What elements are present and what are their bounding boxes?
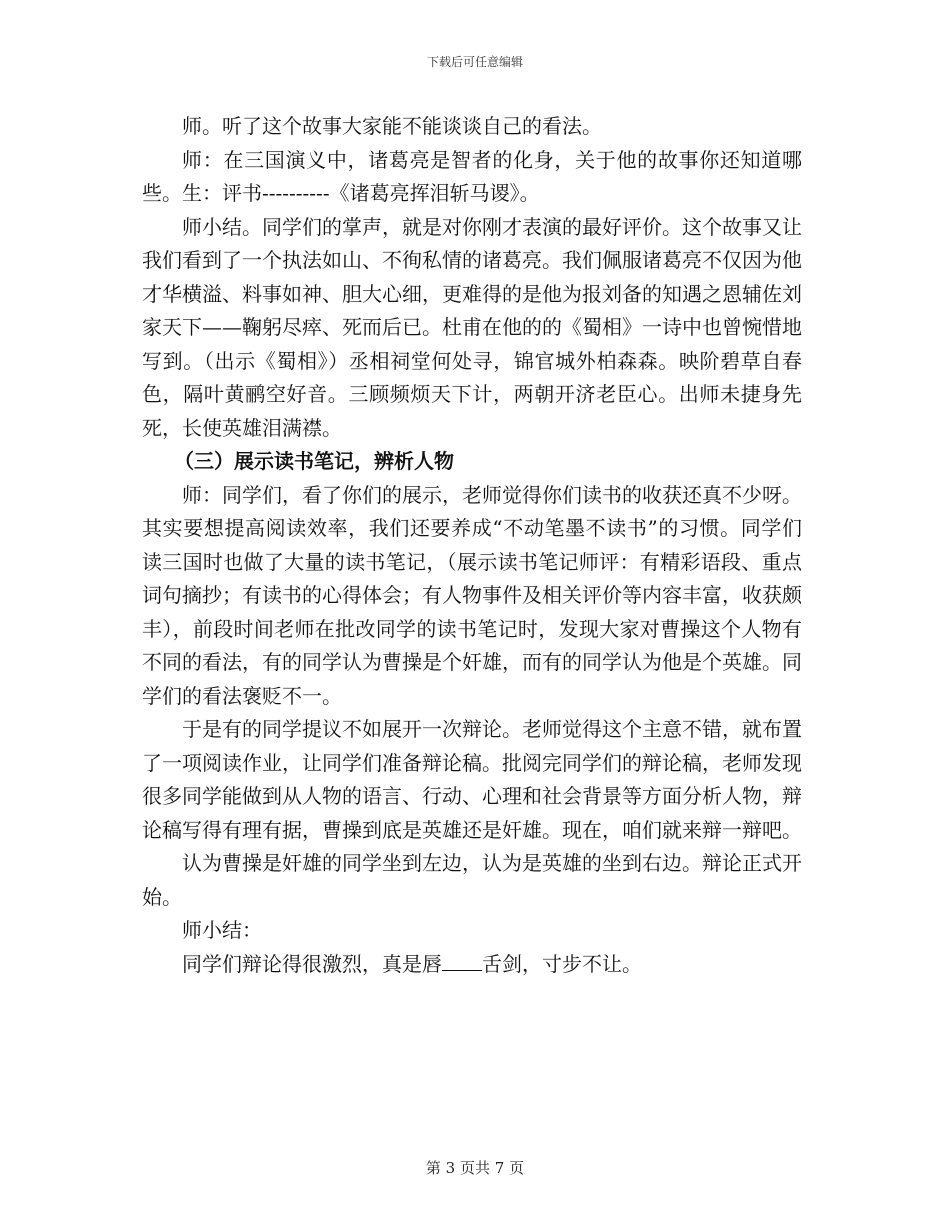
paragraph: 师小结： [182, 918, 262, 942]
paragraph: 师小结。同学们的掌声，就是对你刚才表演的最好评价。这个故事又让我们看到了一个执法如山、不徇私情的诸葛亮。我们佩服诸葛亮不仅因为他才华横溢、料事如神、胆大心细，更难得的是他为报刘备的知遇之恩辅佐刘家天下——鞠躬尽瘁、死而后已。杜甫在他的的《蜀相》一诗中也曾惋惜地写到。（出示《蜀相》）丞相祠堂何处寻，锦官城外柏森森。映阶碧草自春色，隔叶黄鹂空好音。三顾频烦天下计，两朝开济老臣心。出师未捷身先死，长使英雄泪满襟。 [142, 214, 802, 440]
paragraph: 师：同学们，看了你们的展示，老师觉得你们读书的收获还真不少呀。其实要想提高阅读效率，我们还要养成“不动笔墨不读书”的习惯。同学们读三国时也做了大量的读书笔记，（展示读书笔记师评：有精彩语段、重点词句摘抄；有读书的心得体会；有人物事件及相关评价等内容丰富，收获颇丰），前段时间老师在批改同学的读书笔记时，发现大家对曹操这个人物有不同的看法，有的同学认为曹操是个奸雄，而有的同学认为他是个英雄。同学们的看法褒贬不一。 [142, 482, 802, 708]
paragraph: 认为曹操是奸雄的同学坐到左边，认为是英雄的坐到右边。辩论正式开始。 [142, 851, 802, 909]
section-heading: （三）展示读书笔记，辨析人物 [174, 449, 454, 473]
fill-in-blank [442, 952, 482, 971]
page-footer: 第 3 页共 7 页 [425, 1159, 525, 1177]
paragraph: 于是有的同学提议不如展开一次辩论。老师觉得这个主意不错，就布置了一项阅读作业，让同学们准备辩论稿。批阅完同学们的辩论稿，老师发现很多同学能做到从人物的语言、行动、心理和社会背景等方面分析人物，辩论稿写得有理有据，曹操到底是英雄还是奸雄。现在，咱们就来辩一辩吧。 [142, 717, 802, 842]
paragraph: 师。听了这个故事大家能不能谈谈自己的看法。 [182, 114, 602, 138]
paragraph: 师：在三国演义中，诸葛亮是智者的化身，关于他的故事你还知道哪些。生：评书----------《诸葛亮挥泪斩马谡》。 [142, 147, 802, 205]
document-body [142, 110, 802, 981]
final-text-after: 舌剑，寸步不让。 [482, 951, 642, 976]
final-text-before: 同学们辩论得很激烈，真是唇 [182, 951, 442, 976]
page-header: 下载后可任意编辑 [426, 55, 523, 69]
paragraph-final [142, 948, 802, 982]
